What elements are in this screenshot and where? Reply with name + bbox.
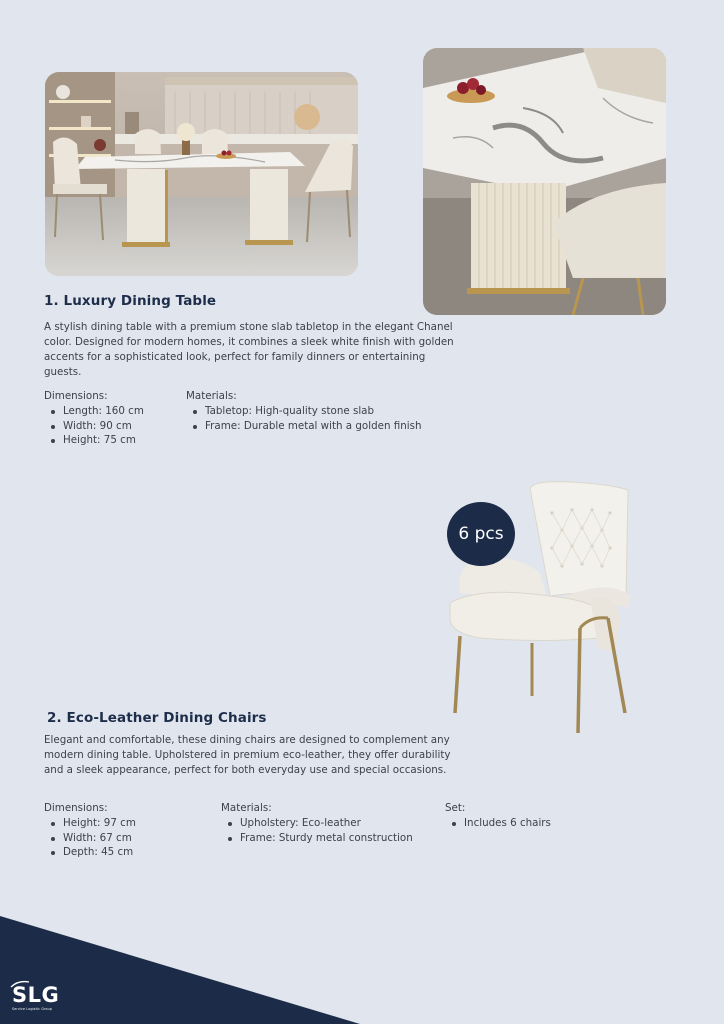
table-material-item: Frame: Durable metal with a golden finish (186, 419, 422, 434)
logo-subtitle: Service Logistic Group (12, 1007, 53, 1011)
table-closeup-photo (423, 48, 666, 315)
slg-logo (12, 984, 59, 1011)
quantity-badge: 6 pcs (447, 502, 515, 566)
chairs-material-item: Upholstery: Eco-leather (221, 816, 413, 831)
chairs-dimension-item: Depth: 45 cm (44, 845, 136, 860)
chairs-dimension-item: Height: 97 cm (44, 816, 136, 831)
table-dimensions (44, 389, 144, 448)
table-dimension-item: Length: 160 cm (44, 404, 144, 419)
table-materials-label: Materials: (186, 390, 237, 402)
table-dimensions-label: Dimensions: (44, 390, 108, 402)
chairs-set (445, 801, 551, 831)
logo-text: SLG (12, 983, 60, 1007)
chairs-set-item: Includes 6 chairs (445, 816, 551, 831)
dining-room-photo (45, 72, 358, 276)
chairs-dimensions-label: Dimensions: (44, 802, 108, 814)
table-dimension-item: Width: 90 cm (44, 419, 144, 434)
chairs-materials-label: Materials: (221, 802, 272, 814)
chairs-materials (221, 801, 413, 845)
logo-swoosh-icon (10, 980, 30, 988)
table-section-title: 1. Luxury Dining Table (44, 293, 217, 309)
chairs-material-item: Frame: Sturdy metal construction (221, 831, 413, 846)
chairs-section-title: 2. Eco-Leather Dining Chairs (47, 710, 267, 726)
table-materials (186, 389, 422, 433)
chairs-description: Elegant and comfortable, these dining chairs are designed to complement any modern dining table. Upholstered in premium eco-leather, they offer durability and a sleek appearance, perfect for both everyday use and special occasions. (44, 734, 451, 776)
chairs-set-label: Set: (445, 802, 466, 814)
chairs-dimensions (44, 801, 136, 860)
table-material-item: Tabletop: High-quality stone slab (186, 404, 422, 419)
chairs-dimension-item: Width: 67 cm (44, 831, 136, 846)
table-description: A stylish dining table with a premium stone slab tabletop in the elegant Chanel color. Designed for modern homes, it combines a sleek white finish with golden accents for a sophisticated look, perfect for family dinners or entertaining guests. (44, 321, 454, 378)
table-dimension-item: Height: 75 cm (44, 433, 144, 448)
